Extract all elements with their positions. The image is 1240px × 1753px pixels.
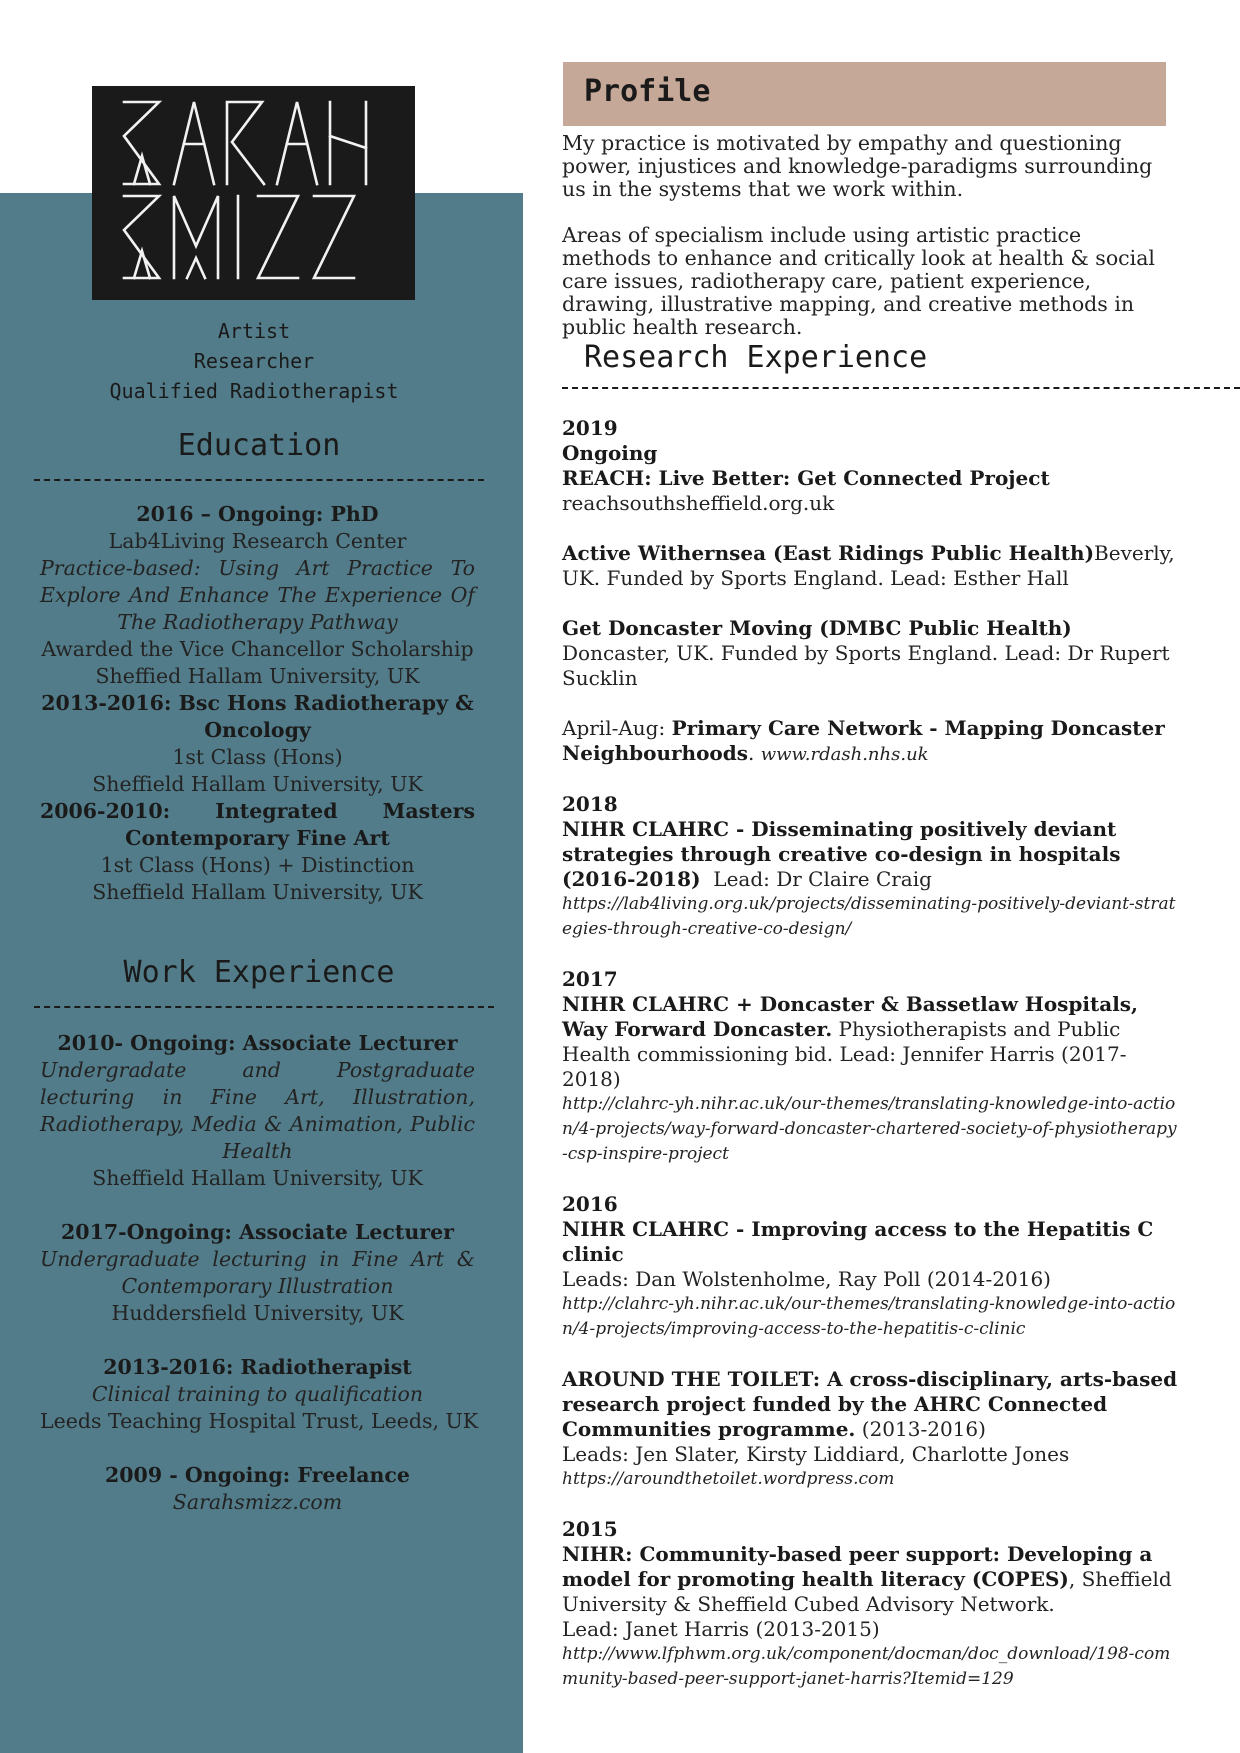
education-item-line: Sheffield Hallam University, UK — [92, 880, 423, 904]
research-title: NIHR: Community-based peer support: Developing a model for promoting health literacy (COPES) — [562, 1542, 1153, 1591]
work-heading: Work Experience — [123, 955, 395, 990]
profile-body — [562, 132, 1172, 362]
research-title: Primary Care Network - Mapping Doncaster Neighbourhoods — [562, 716, 1165, 765]
work-item-place: Sheffield Hallam University, UK — [92, 1166, 423, 1190]
research-link[interactable]: www.rdash.nhs.uk — [760, 744, 929, 765]
education-item-title: 2013-2016: Bsc Hons Radiotherapy & Oncology — [41, 691, 474, 742]
research-entry — [562, 792, 1182, 942]
research-entry — [562, 416, 1182, 516]
work-item-detail: Undergradate and Postgraduate lecturing in Fine Art, Illustration, Radiotherapy, Media & Animation, Public Health — [40, 1058, 475, 1163]
profile-paragraph: Areas of specialism include using artistic practice methods to enhance and critically look at health & social care issues, radiotherapy care, patient experience, drawing, illustrative mapping, and creative methods in public health research. — [562, 223, 1155, 339]
profile-paragraph: My practice is motivated by empathy and questioning power, injustices and knowledge-paradigms surrounding us in the systems that we work within. — [562, 131, 1153, 201]
research-list — [562, 416, 1182, 1717]
role-artist: Artist — [217, 319, 291, 343]
research-entry — [562, 1367, 1182, 1492]
research-year: 2017 — [562, 967, 618, 991]
profile-heading: Profile — [584, 74, 711, 109]
work-item-place: Leeds Teaching Hospital Trust, Leeds, UK — [40, 1409, 479, 1433]
research-detail: Beverly, UK. Funded by Sports England. Lead: Esther Hall — [562, 541, 1175, 590]
education-item-title: 2006-2010: Integrated Masters Contemporary Fine Art — [40, 799, 475, 850]
research-divider — [562, 387, 1240, 389]
education-item-line: 1st Class (Hons) + Distinction — [100, 853, 415, 877]
education-list — [40, 501, 475, 906]
role-researcher: Researcher — [193, 349, 315, 373]
research-lead: Leads: Jen Slater, Kirsty Liddiard, Charlotte Jones — [562, 1442, 1070, 1466]
work-divider — [34, 1006, 494, 1008]
research-entry: April-Aug: Primary Care Network - Mapping Doncaster Neighbourhoods. www.rdash.nhs.uk — [562, 716, 1165, 765]
education-item-title: 2016 – Ongoing: PhD — [136, 502, 379, 526]
work-item-title: 2013-2016: Radiotherapist — [103, 1355, 412, 1379]
research-detail: , Sheffield University & Sheffield Cubed Advisory Network. — [562, 1567, 1172, 1616]
research-title: NIHR CLAHRC - Disseminating positively deviant strategies through creative co-design in hospitals — [562, 817, 1121, 866]
work-list — [40, 1030, 479, 1516]
research-entry — [562, 616, 1182, 691]
research-entry — [562, 1517, 1182, 1692]
education-item-line: 1st Class (Hons) — [172, 745, 343, 769]
education-item-line: Lab4Living Research Center — [108, 529, 407, 553]
research-years: (2013-2016) — [855, 1417, 986, 1441]
education-item-line: Sheffied Hallam University, UK — [95, 664, 420, 688]
research-lead: Leads: Dan Wolstenholme, Ray Poll (2014-2016) — [562, 1267, 1051, 1291]
education-item-detail: Practice-based: Using Art Practice To Explore And Enhance The Experience Of The Radiotherapy Pathway — [40, 556, 475, 634]
research-link[interactable]: https://aroundthetoilet.wordpress.com — [562, 1469, 895, 1489]
research-year: 2015 — [562, 1517, 618, 1541]
research-link[interactable]: http://www.lfphwm.org.uk/component/docman/doc_download/198-community-based-peer-support-janet-harris?Itemid=129 — [562, 1644, 1171, 1689]
research-year: 2019 — [562, 416, 618, 440]
research-title: NIHR CLAHRC - Improving access to the Hepatitis C clinic — [562, 1217, 1154, 1266]
research-link[interactable]: reachsouthsheffield.org.uk — [562, 491, 835, 515]
education-item-line: Awarded the Vice Chancellor Scholarship — [41, 637, 474, 661]
work-item-detail: Sarahsmizz.com — [172, 1490, 343, 1514]
research-detail: Doncaster, UK. Funded by Sports England. Lead: Dr Rupert Sucklin — [562, 641, 1170, 690]
role-radiotherapist: Qualified Radiotherapist — [109, 379, 399, 403]
work-item-title: 2010- Ongoing: Associate Lecturer — [57, 1031, 458, 1055]
research-link[interactable]: http://clahrc-yh.nihr.ac.uk/our-themes/translating-knowledge-into-action/4-projects/way-forward-doncaster-chartered-society-of-physiotherapy-csp-inspire-project — [562, 1094, 1177, 1164]
education-item-line: Sheffield Hallam University, UK — [92, 772, 423, 796]
research-date-prefix: April-Aug: — [562, 716, 672, 740]
work-item-title: 2017-Ongoing: Associate Lecturer — [61, 1220, 454, 1244]
work-item-title: 2009 - Ongoing: Freelance — [105, 1463, 410, 1487]
research-entry — [562, 541, 1182, 591]
roles-list — [54, 316, 454, 406]
research-title: AROUND THE TOILET: A cross-disciplinary, arts-based research project funded by the AHRC Connected Communities programme. — [562, 1367, 1178, 1441]
research-lead: Lead: Dr Claire Craig — [713, 867, 932, 891]
research-title: Get Doncaster Moving (DMBC Public Health) — [562, 616, 1072, 640]
research-year: 2018 — [562, 792, 618, 816]
work-item-place: Huddersfield University, UK — [111, 1301, 404, 1325]
research-title: Active Withernsea (East Ridings Public Health) — [562, 541, 1095, 565]
profile-header-bar — [563, 62, 1166, 126]
work-item-detail: Clinical training to qualification — [91, 1382, 424, 1406]
research-title: NIHR CLAHRC + Doncaster & Bassetlaw Hospitals, Way Forward Doncaster. — [562, 992, 1139, 1041]
work-item-detail: Undergraduate lecturing in Fine Art & Contemporary Illustration — [40, 1247, 475, 1298]
research-link[interactable]: https://lab4living.org.uk/projects/disseminating-positively-deviant-strategies-through-creative-co-design/ — [562, 894, 1176, 939]
research-lead: Lead: Janet Harris (2013-2015) — [562, 1617, 880, 1641]
research-year: 2016 — [562, 1192, 618, 1216]
research-detail: Physiotherapists and Public Health commissioning bid. Lead: Jennifer Harris (2017-2018) — [562, 1017, 1127, 1091]
education-heading: Education — [177, 428, 341, 463]
research-title: REACH: Live Better: Get Connected Project — [562, 466, 1050, 490]
research-heading: Research Experience — [584, 340, 928, 375]
research-link[interactable]: http://clahrc-yh.nihr.ac.uk/our-themes/translating-knowledge-into-action/4-projects/improving-access-to-the-hepatitis-c-clinic — [562, 1294, 1176, 1339]
research-status: Ongoing — [562, 441, 658, 465]
research-entry — [562, 967, 1182, 1167]
research-years: (2016-2018) — [562, 867, 701, 891]
name-logo — [92, 86, 415, 300]
education-divider — [34, 479, 484, 481]
research-entry — [562, 1192, 1182, 1342]
